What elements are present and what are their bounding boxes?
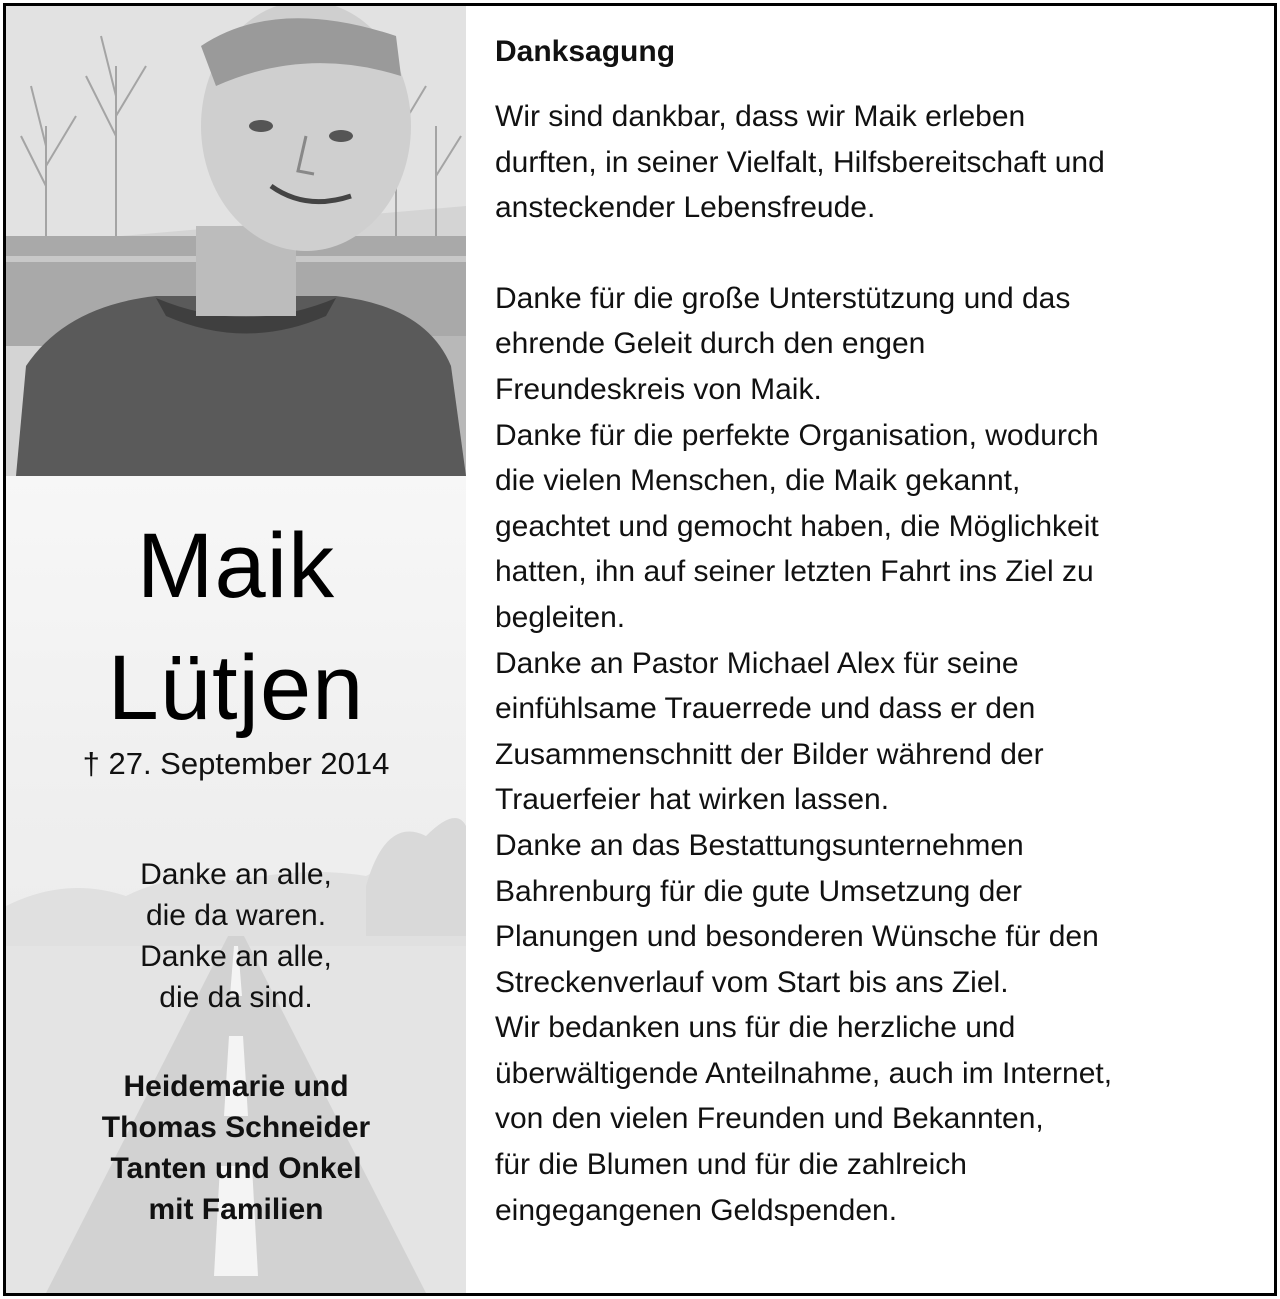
text-line: für die Blumen und für die zahlreich xyxy=(495,1148,967,1182)
memorial-panel xyxy=(6,6,466,1293)
text-line: Wir bedanken uns für die herzliche und xyxy=(495,1011,1016,1045)
family-signature xyxy=(6,1066,466,1230)
portrait-photo xyxy=(6,6,466,476)
verse-line: Danke an alle, xyxy=(140,858,332,891)
text-line: Danke für die große Unterstützung und das xyxy=(495,281,1071,315)
family-line: Thomas Schneider xyxy=(101,1111,371,1144)
verse-line: die da sind. xyxy=(159,981,313,1014)
family-line: Heidemarie und xyxy=(123,1070,349,1103)
text-line: eingegangenen Geldspenden. xyxy=(495,1193,898,1227)
text-line: Zusammenschnitt der Bilder während der xyxy=(495,737,1044,771)
paragraph-2 xyxy=(495,276,1255,1233)
text-line: die vielen Menschen, die Maik gekannt, xyxy=(495,464,1021,498)
family-line: mit Familien xyxy=(148,1193,324,1226)
first-name: Maik xyxy=(136,515,336,617)
text-line: hatten, ihn auf seiner letzten Fahrt ins Ziel zu xyxy=(495,555,1094,589)
text-line: begleiten. xyxy=(495,600,626,634)
text-line: Danke für die perfekte Organisation, wodurch xyxy=(495,418,1099,452)
last-name: Lütjen xyxy=(107,637,365,739)
text-line: geachtet und gemocht haben, die Möglichkeit xyxy=(495,509,1099,543)
text-line: Danke an das Bestattungsunternehmen xyxy=(495,828,1024,862)
text-line: Wir sind dankbar, dass wir Maik erleben xyxy=(495,100,1026,133)
text-line: ansteckender Lebensfreude. xyxy=(495,191,876,225)
text-line: einfühlsame Trauerrede und dass er den xyxy=(495,692,1036,726)
verse-line: die da waren. xyxy=(145,899,327,932)
death-date: † 27. September 2014 xyxy=(82,746,390,781)
text-line: Danke an Pastor Michael Alex für seine xyxy=(495,646,1019,680)
text-line: Trauerfeier hat wirken lassen. xyxy=(495,783,890,817)
paragraph-1 xyxy=(495,94,1255,231)
family-line: Tanten und Onkel xyxy=(110,1152,362,1185)
text-line: überwältigende Anteilnahme, auch im Internet, xyxy=(495,1056,1113,1090)
verse-line: Danke an alle, xyxy=(140,940,332,973)
heading: Danksagung xyxy=(495,35,676,68)
text-line: Streckenverlauf vom Start bis ans Ziel. xyxy=(495,965,1009,999)
text-line: von den vielen Freunden und Bekannten, xyxy=(495,1102,1044,1136)
text-line: Freundeskreis von Maik. xyxy=(495,372,822,406)
text-line: Planungen und besonderen Wünsche für den xyxy=(495,920,1099,954)
text-line: ehrende Geleit durch den engen xyxy=(495,327,926,361)
text-line: durften, in seiner Vielfalt, Hilfsbereitschaft und xyxy=(495,145,1105,179)
thanks-text xyxy=(495,30,1255,1233)
memorial-verse xyxy=(6,854,466,1018)
text-line: Bahrenburg für die gute Umsetzung der xyxy=(495,874,1022,908)
